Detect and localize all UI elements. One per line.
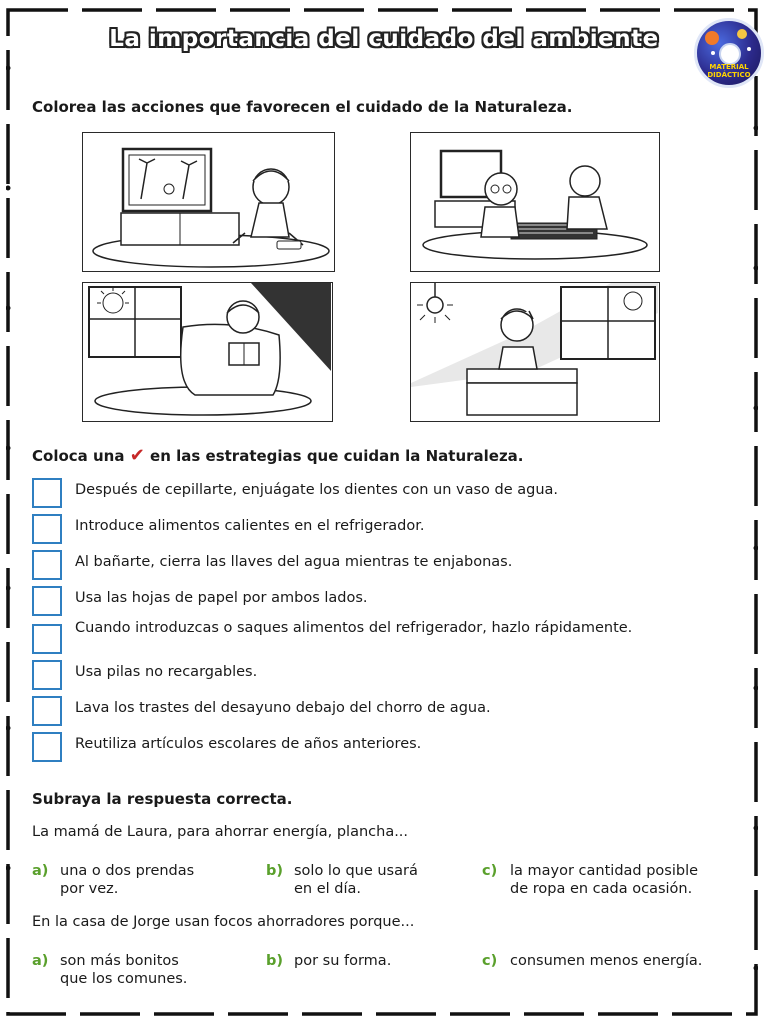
section2-instruction-after: en las estrategias que cuidan la Naturaleza. <box>150 447 524 465</box>
strategy-label: Reutiliza artículos escolares de años anteriores. <box>75 736 422 752</box>
q2-option-c[interactable] <box>482 952 752 992</box>
strategy-label: Cuando introduzcas o saques alimentos del refrigerador, hazlo rápidamente. <box>75 620 633 636</box>
question-2: En la casa de Jorge usan focos ahorradores porque... <box>32 914 415 930</box>
q1-option-b[interactable] <box>266 862 466 902</box>
option-letter: c) <box>482 863 498 879</box>
material-didactico-logo <box>694 18 764 88</box>
strategy-label: Usa las hojas de papel por ambos lados. <box>75 590 368 606</box>
question-1: La mamá de Laura, para ahorrar energía, plancha... <box>32 824 409 840</box>
option-text: la mayor cantidad posible de ropa en cada ocasión. <box>510 863 699 897</box>
option-text: solo lo que usará en el día. <box>294 863 418 897</box>
option-letter: c) <box>482 953 498 969</box>
strategy-checkbox[interactable] <box>32 660 62 690</box>
q1-option-c[interactable] <box>482 862 752 902</box>
section2-instruction-before: Coloca una <box>32 447 125 465</box>
scene-girl-writing-lamp[interactable] <box>410 282 660 422</box>
strategy-label: Usa pilas no recargables. <box>75 664 258 680</box>
section3-instruction: Subraya la respuesta correcta. <box>32 790 293 808</box>
strategy-label: Lava los trastes del desayuno debajo del chorro de agua. <box>75 700 491 716</box>
q1-option-a[interactable] <box>32 862 252 902</box>
strategy-label: Introduce alimentos calientes en el refrigerador. <box>75 518 425 534</box>
strategy-checkbox[interactable] <box>32 478 62 508</box>
option-letter: b) <box>266 863 284 879</box>
strategy-checkbox[interactable] <box>32 624 62 654</box>
strategy-checkbox[interactable] <box>32 696 62 726</box>
option-text: por su forma. <box>294 953 392 969</box>
page-title: La importancia del cuidado del ambiente <box>109 26 659 52</box>
scene-tv-on-boy-playing[interactable] <box>82 132 335 272</box>
strategy-label: Después de cepillarte, enjuágate los dientes con un vaso de agua. <box>75 482 559 498</box>
strategy-checkbox[interactable] <box>32 550 62 580</box>
option-letter: b) <box>266 953 284 969</box>
q2-option-b[interactable] <box>266 952 466 992</box>
option-letter: a) <box>32 863 49 879</box>
section1-instruction: Colorea las acciones que favorecen el cuidado de la Naturaleza. <box>32 98 573 116</box>
scene-girl-reading-daylight[interactable] <box>82 282 333 422</box>
q2-option-a[interactable] <box>32 952 252 992</box>
option-text: una o dos prendas por vez. <box>60 863 195 897</box>
strategy-label: Al bañarte, cierra las llaves del agua mientras te enjabonas. <box>75 554 513 570</box>
option-letter: a) <box>32 953 49 969</box>
option-text: son más bonitos que los comunes. <box>60 953 188 987</box>
check-mark-icon: ✔ <box>129 445 145 466</box>
logo-label: MATERIAL DIDÁCTICO <box>707 63 751 79</box>
strategy-checkbox[interactable] <box>32 586 62 616</box>
option-text: consumen menos energía. <box>510 953 703 969</box>
strategy-checkbox[interactable] <box>32 514 62 544</box>
strategy-checkbox[interactable] <box>32 732 62 762</box>
scene-kids-board-game[interactable] <box>410 132 660 272</box>
section2-instruction <box>32 445 524 466</box>
